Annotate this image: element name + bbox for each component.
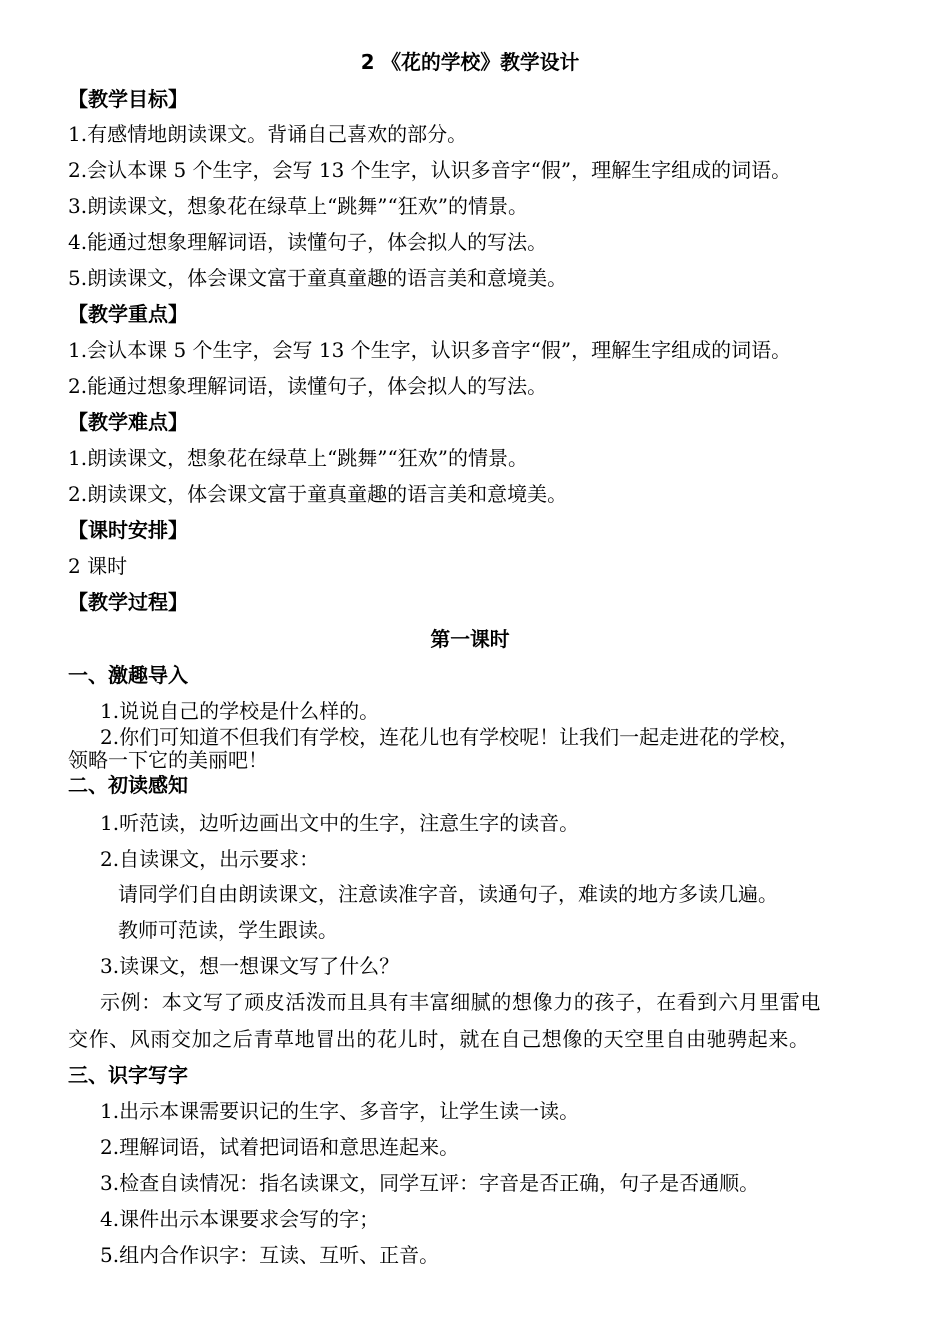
objective-item: 5.朗读课文，体会课文富于童真童趣的语言美和意境美。: [68, 266, 568, 290]
section3-heading: 三、识字写字: [68, 1063, 188, 1087]
difficulty-item: 2.朗读课文，体会课文富于童真童趣的语言美和意境美。: [68, 482, 568, 506]
objective-item: 3.朗读课文，想象花在绿草上“跳舞”“狂欢”的情景。: [68, 194, 528, 218]
key-points-heading: 【教学重点】: [68, 302, 188, 326]
section2-item: 1.听范读，边听边画出文中的生字，注意生字的读音。: [100, 811, 580, 835]
key-point-item: 2.能通过想象理解词语，读懂句子，体会拟人的写法。: [68, 374, 548, 398]
objective-item: 1.有感情地朗读课文。背诵自己喜欢的部分。: [68, 122, 468, 146]
objective-item: 4.能通过想象理解词语，读懂句子，体会拟人的写法。: [68, 230, 548, 254]
section1-heading: 一、激趣导入: [68, 663, 188, 687]
section2-example-continuation: 交作、风雨交加之后青草地冒出的花儿时，就在自己想像的天空里自由驰骋起来。: [68, 1027, 810, 1051]
difficulty-item: 1.朗读课文，想象花在绿草上“跳舞”“狂欢”的情景。: [68, 446, 528, 470]
section3-item: 5.组内合作识字：互读、互听、正音。: [100, 1243, 440, 1267]
process-heading: 【教学过程】: [68, 590, 188, 614]
objective-item: 2.会认本课 5 个生字，会写 13 个生字，认识多音字“假”，理解生字组成的词语。: [68, 158, 792, 182]
section2-item: 2.自读课文，出示要求：: [100, 847, 320, 871]
section3-item: 3.检查自读情况：指名读课文，同学互评：字音是否正确，句子是否通顺。: [100, 1171, 760, 1195]
section1-item: 2.你们可知道不但我们有学校，连花儿也有学校呢！让我们一起走进花的学校，: [100, 725, 800, 749]
document-title: 2 《花的学校》教学设计: [360, 50, 580, 74]
section1-item: 1.说说自己的学校是什么样的。: [100, 699, 380, 723]
schedule-heading: 【课时安排】: [68, 518, 188, 542]
section2-heading: 二、初读感知: [68, 773, 188, 797]
section3-item: 2.理解词语，试着把词语和意思连起来。: [100, 1135, 460, 1159]
objectives-heading: 【教学目标】: [68, 87, 188, 111]
section2-requirement: 教师可范读，学生跟读。: [118, 918, 338, 942]
section3-item: 4.课件出示本课要求会写的字；: [100, 1207, 380, 1231]
section2-example: 示例：本文写了顽皮活泼而且具有丰富细腻的想像力的孩子，在看到六月里雷电: [100, 990, 821, 1014]
section2-requirement: 请同学们自由朗读课文，注意读准字音，读通句子，难读的地方多读几遍。: [118, 882, 778, 906]
section1-item-continuation: 领略一下它的美丽吧！: [68, 748, 268, 772]
section3-item: 1.出示本课需要识记的生字、多音字，让学生读一读。: [100, 1099, 580, 1123]
schedule-value: 2 课时: [68, 554, 128, 578]
difficulties-heading: 【教学难点】: [68, 410, 188, 434]
lesson-title: 第一课时: [430, 627, 510, 651]
section2-item: 3.读课文，想一想课文写了什么？: [100, 954, 400, 978]
key-point-item: 1.会认本课 5 个生字，会写 13 个生字，认识多音字“假”，理解生字组成的词语。: [68, 338, 792, 362]
